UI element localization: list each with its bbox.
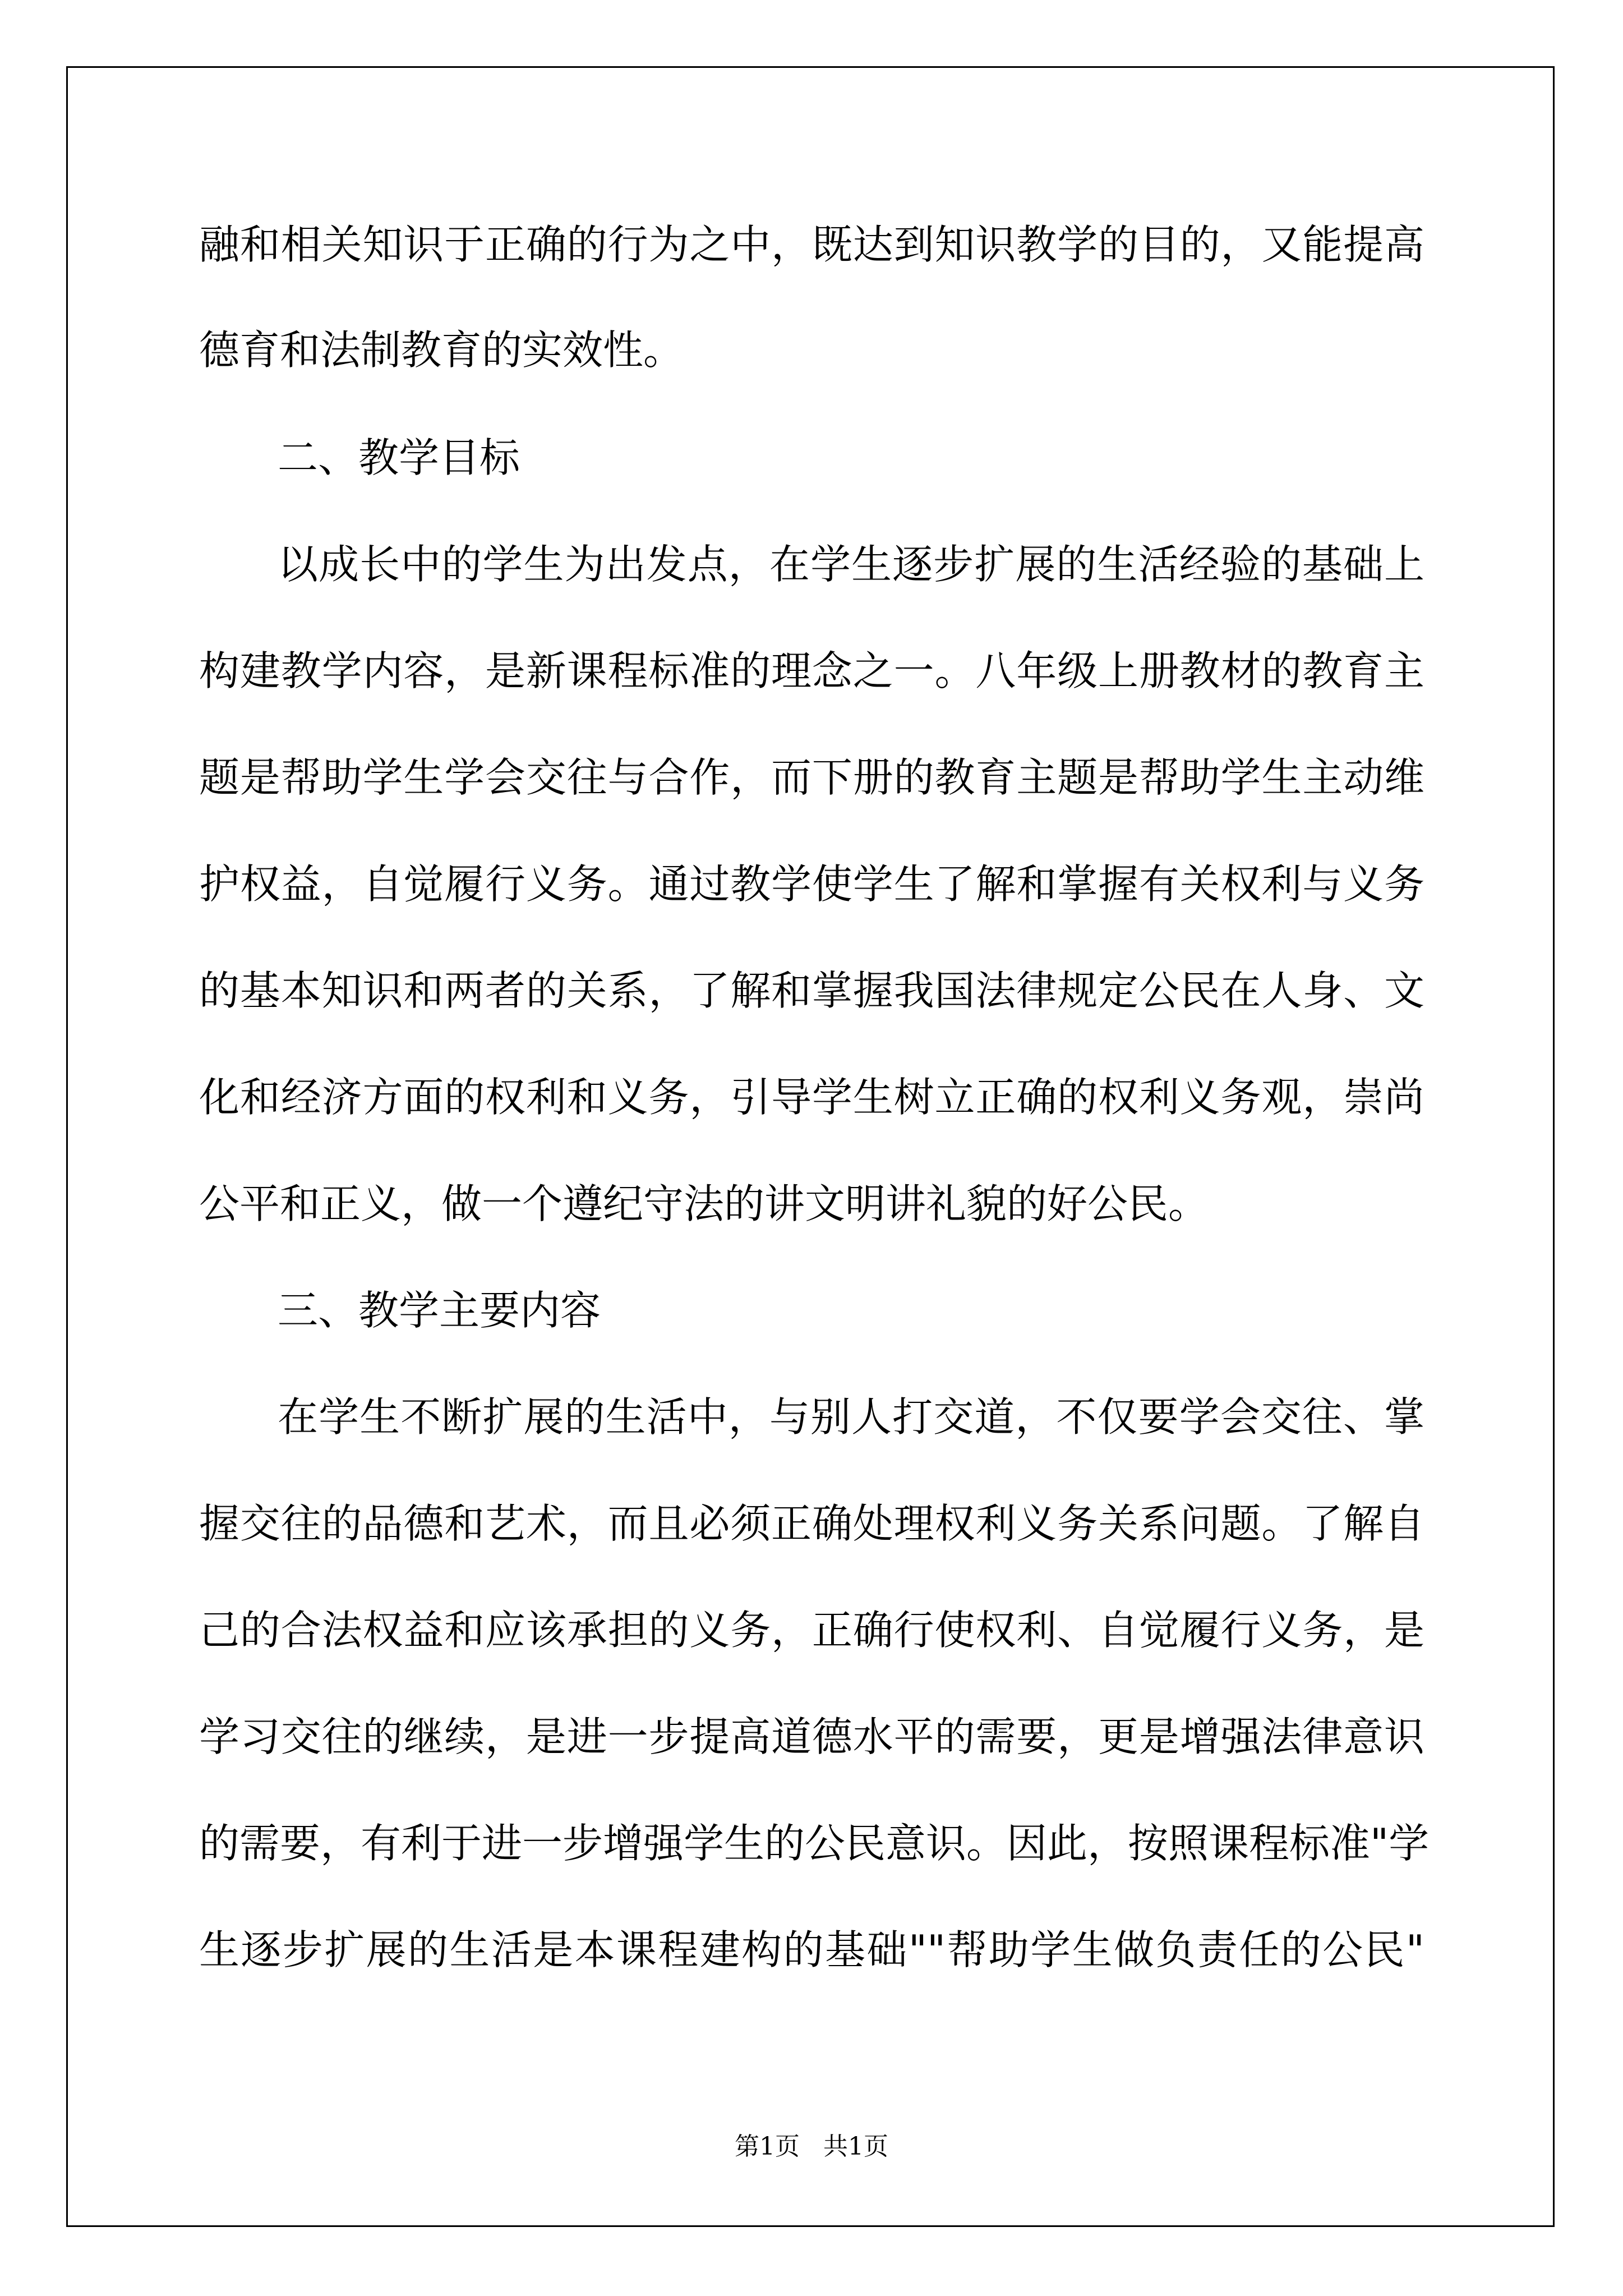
paragraph-line: 生逐步扩展的生活是本课程建构的基础""帮助学生做负责任的公民" xyxy=(199,1926,1424,1973)
paragraph-line: 题是帮助学生学会交往与合作，而下册的教育主题是帮助学生主动维 xyxy=(199,754,1424,801)
paragraph-line: 德育和法制教育的实效性。 xyxy=(199,326,684,374)
paragraph-line: 化和经济方面的权利和义务，引导学生树立正确的权利义务观，崇尚 xyxy=(199,1074,1424,1121)
paragraph-line: 融和相关知识于正确的行为之中，既达到知识教学的目的，又能提高 xyxy=(199,221,1424,268)
paragraph-line: 握交往的品德和艺术，而且必须正确处理权利义务关系问题。了解自 xyxy=(199,1500,1424,1547)
section-heading: 二、教学目标 xyxy=(278,434,520,481)
page-number: 第1页 xyxy=(735,2132,800,2161)
paragraph-line: 护权益，自觉履行义务。通过教学使学生了解和掌握有关权利与义务 xyxy=(199,861,1424,908)
section-heading: 三、教学主要内容 xyxy=(278,1287,601,1334)
paragraph-line: 构建教学内容，是新课程标准的理念之一。八年级上册教材的教育主 xyxy=(199,647,1424,694)
paragraph-line: 学习交往的继续，是进一步提高道德水平的需要，更是增强法律意识 xyxy=(199,1713,1424,1760)
paragraph-line: 的基本知识和两者的关系，了解和掌握我国法律规定公民在人身、文 xyxy=(199,967,1424,1014)
page-total: 共1页 xyxy=(823,2132,888,2161)
paragraph-line: 以成长中的学生为出发点，在学生逐步扩展的生活经验的基础上 xyxy=(278,541,1424,588)
paragraph-line: 公平和正义，做一个遵纪守法的讲文明讲礼貌的好公民。 xyxy=(199,1180,1209,1227)
paragraph-line: 的需要，有利于进一步增强学生的公民意识。因此，按照课程标准"学 xyxy=(199,1820,1430,1867)
page-border xyxy=(66,66,1555,2227)
page-footer xyxy=(0,2126,1623,2162)
paragraph-line: 己的合法权益和应该承担的义务，正确行使权利、自觉履行义务，是 xyxy=(199,1607,1424,1654)
paragraph-line: 在学生不断扩展的生活中，与别人打交道，不仅要学会交往、掌 xyxy=(278,1393,1424,1441)
